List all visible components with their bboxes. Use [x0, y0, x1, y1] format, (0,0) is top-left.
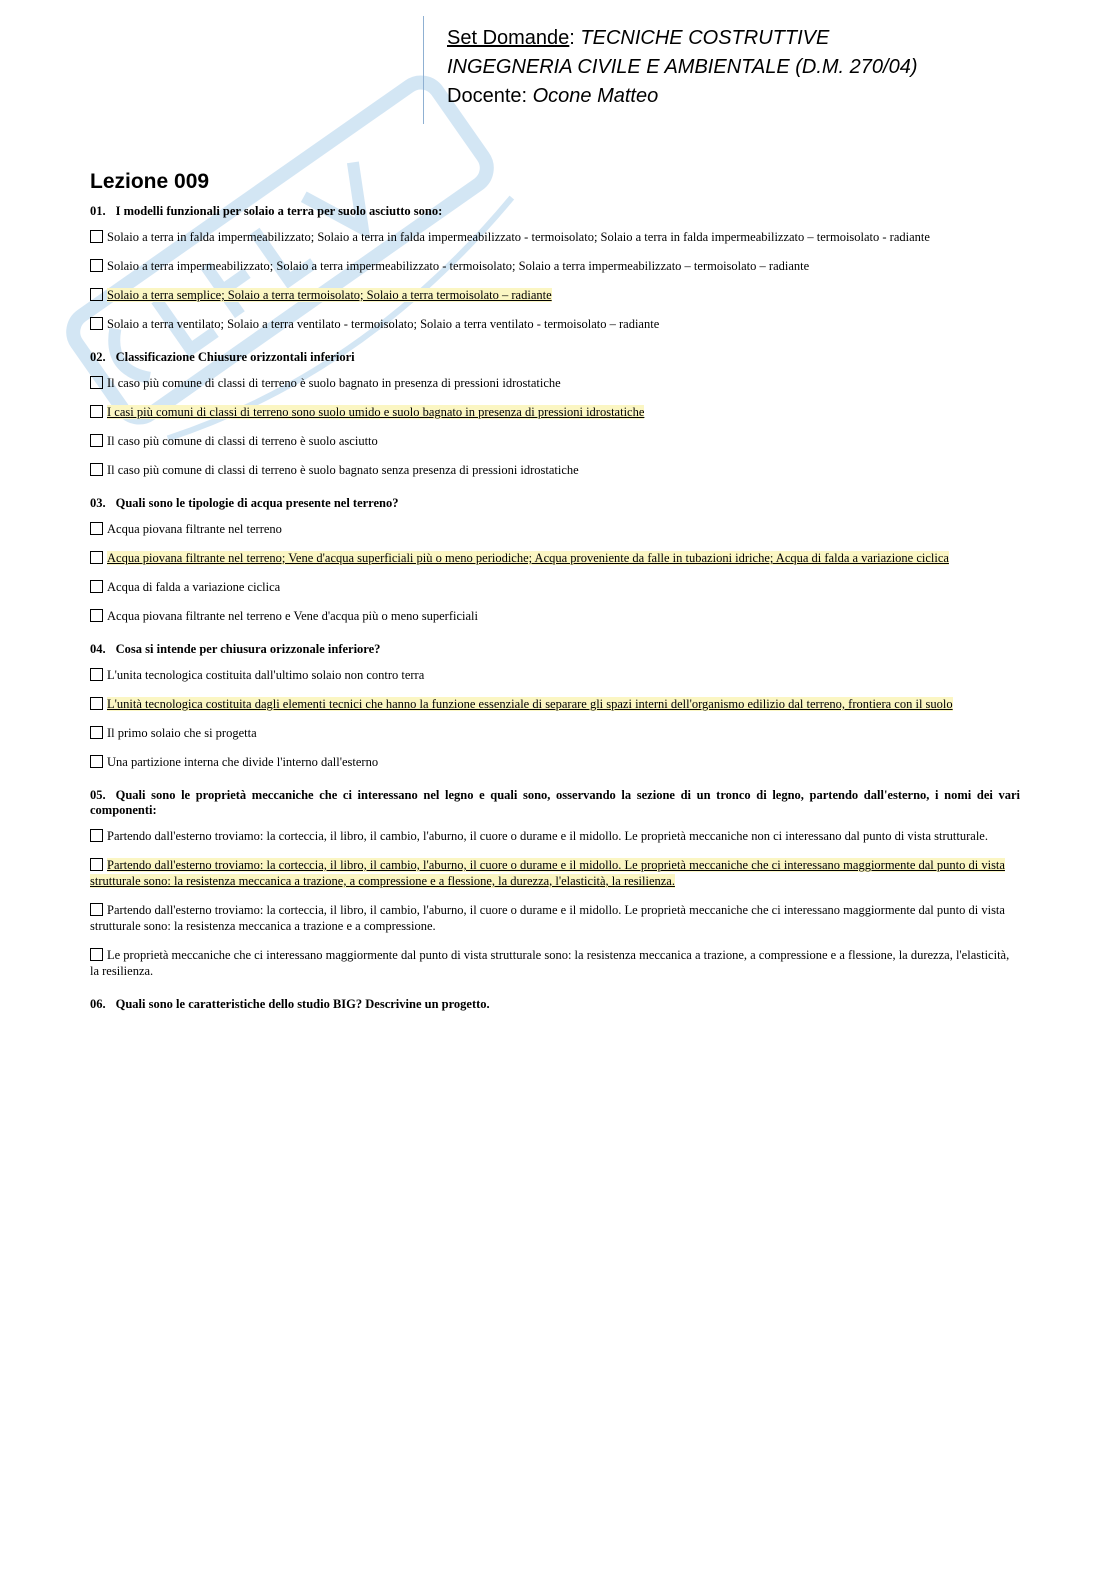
answer-text: Il caso più comune di classi di terreno è suolo bagnato senza presenza di pressioni idrostatiche [107, 463, 579, 477]
question-text [90, 788, 1020, 818]
header-teacher-label: Docente: [447, 85, 533, 107]
header-degree: INGEGNERIA CIVILE E AMBIENTALE (D.M. 270/04) [447, 56, 918, 78]
question-number: 06. [90, 997, 106, 1011]
answer-option[interactable] [90, 550, 1020, 566]
answer-checkbox[interactable] [90, 376, 103, 389]
header-set-separator: : [569, 27, 581, 49]
answer-text: Solaio a terra semplice; Solaio a terra termoisolato; Solaio a terra termoisolato – radiante [107, 288, 552, 302]
header-teacher-name: Ocone Matteo [532, 85, 659, 107]
header-course-line [447, 24, 918, 53]
answer-text: Partendo dall'esterno troviamo: la corteccia, il libro, il cambio, l'aburno, il cuore o durame e il midollo. Le proprietà meccaniche che ci interessano maggiormente dal punto di vista strutturale sono: la resistenza meccanica a trazione, a compressione e a flessione, la durezza, l'elasticità, la resilienza. [90, 858, 1005, 888]
answer-text: Il caso più comune di classi di terreno è suolo bagnato in presenza di pressioni idrostatiche [107, 376, 561, 390]
answer-checkbox[interactable] [90, 580, 103, 593]
question-text [90, 496, 1020, 511]
answer-option[interactable] [90, 947, 1020, 979]
answer-text: L'unita tecnologica costituita dall'ultimo solaio non contro terra [107, 668, 425, 682]
answer-checkbox[interactable] [90, 463, 103, 476]
answer-text: Una partizione interna che divide l'interno dall'esterno [107, 755, 379, 769]
answer-checkbox[interactable] [90, 668, 103, 681]
question-4 [90, 642, 1020, 770]
question-label: Cosa si intende per chiusura orizzonale inferiore? [115, 642, 381, 656]
question-1 [90, 204, 1020, 332]
answer-option[interactable] [90, 462, 1020, 478]
answer-option[interactable] [90, 229, 1020, 245]
answer-checkbox[interactable] [90, 317, 103, 330]
answer-text: Solaio a terra in falda impermeabilizzato; Solaio a terra in falda impermeabilizzato - termoisolato; Solaio a terra in falda impermeabilizzato – termoisolato - radiante [107, 230, 930, 244]
header-teacher-line [447, 82, 918, 111]
question-number: 02. [90, 350, 106, 364]
answer-option[interactable] [90, 754, 1020, 770]
answer-option[interactable] [90, 521, 1020, 537]
header-course-title: TECNICHE COSTRUTTIVE [580, 27, 830, 49]
question-2 [90, 350, 1020, 478]
question-3 [90, 496, 1020, 624]
answer-option[interactable] [90, 433, 1020, 449]
answer-option[interactable] [90, 579, 1020, 595]
question-6 [90, 997, 1020, 1012]
answer-text: Il primo solaio che si progetta [107, 726, 257, 740]
header-divider [423, 16, 424, 124]
question-label: Quali sono le tipologie di acqua presente nel terreno? [115, 496, 399, 510]
answer-option[interactable] [90, 375, 1020, 391]
document-header [447, 24, 918, 111]
answer-option[interactable] [90, 667, 1020, 683]
answer-checkbox[interactable] [90, 522, 103, 535]
question-label: Quali sono le proprietà meccaniche che ci interessano nel legno e quali sono, osservando la sezione di un tronco di legno, partendo dall'esterno, i nomi dei vari componenti: [90, 788, 1020, 817]
answer-text: Il caso più comune di classi di terreno è suolo asciutto [107, 434, 378, 448]
answer-option[interactable] [90, 608, 1020, 624]
question-5 [90, 788, 1020, 979]
question-number: 03. [90, 496, 106, 510]
question-number: 05. [90, 788, 106, 802]
answer-checkbox[interactable] [90, 230, 103, 243]
answer-text: L'unità tecnologica costituita dagli elementi tecnici che hanno la funzione essenziale di separare gli spazi interni dell'organismo edilizio dal terreno, frontiera con il suolo [107, 697, 953, 711]
answer-text: Acqua piovana filtrante nel terreno e Vene d'acqua più o meno superficiali [107, 609, 478, 623]
document-body [90, 170, 1020, 1030]
header-set-label: Set Domande [447, 27, 570, 49]
question-label: Classificazione Chiusure orizzontali inferiori [115, 350, 355, 364]
answer-option[interactable] [90, 316, 1020, 332]
question-number: 01. [90, 204, 106, 218]
answer-option[interactable] [90, 696, 1020, 712]
answer-option[interactable] [90, 902, 1020, 934]
answer-option[interactable] [90, 287, 1020, 303]
answer-option[interactable] [90, 258, 1020, 274]
question-text [90, 642, 1020, 657]
lesson-title: Lezione 009 [90, 170, 210, 193]
answer-text: Acqua piovana filtrante nel terreno [107, 522, 282, 536]
question-list [90, 204, 1020, 1012]
answer-checkbox[interactable] [90, 434, 103, 447]
question-label: Quali sono le caratteristiche dello studio BIG? Descrivine un progetto. [115, 997, 490, 1011]
answer-checkbox[interactable] [90, 829, 103, 842]
answer-checkbox[interactable] [90, 858, 103, 871]
answer-option[interactable] [90, 828, 1020, 844]
answer-text: Partendo dall'esterno troviamo: la corteccia, il libro, il cambio, l'aburno, il cuore o durame e il midollo. Le proprietà meccaniche che ci interessano maggiormente dal punto di vista strutturale sono: la resistenza meccanica a trazione e a compressione. [90, 903, 1005, 933]
answer-text: Acqua di falda a variazione ciclica [107, 580, 281, 594]
answer-text: Solaio a terra ventilato; Solaio a terra ventilato - termoisolato; Solaio a terra ventilato - termoisolato – radiante [107, 317, 660, 331]
question-label: I modelli funzionali per solaio a terra per suolo asciutto sono: [115, 204, 443, 218]
answer-checkbox[interactable] [90, 259, 103, 272]
answer-text: I casi più comuni di classi di terreno sono suolo umido e suolo bagnato in presenza di pressioni idrostatiche [107, 405, 645, 419]
answer-text: Solaio a terra impermeabilizzato; Solaio a terra impermeabilizzato - termoisolato; Solaio a terra impermeabilizzato – termoisolato – radiante [107, 259, 810, 273]
answer-checkbox[interactable] [90, 948, 103, 961]
answer-checkbox[interactable] [90, 903, 103, 916]
answer-text: Le proprietà meccaniche che ci interessano maggiormente dal punto di vista strutturale sono: la resistenza meccanica a trazione, a compressione e a flessione, la durezza, l'elasticità, la resilienza. [90, 948, 1010, 978]
answer-checkbox[interactable] [90, 755, 103, 768]
answer-checkbox[interactable] [90, 551, 103, 564]
question-text [90, 997, 1020, 1012]
answer-checkbox[interactable] [90, 697, 103, 710]
answer-checkbox[interactable] [90, 726, 103, 739]
answer-option[interactable] [90, 857, 1020, 889]
question-text [90, 204, 1020, 219]
answer-option[interactable] [90, 404, 1020, 420]
question-number: 04. [90, 642, 106, 656]
answer-checkbox[interactable] [90, 288, 103, 301]
question-text [90, 350, 1020, 365]
answer-text: Acqua piovana filtrante nel terreno; Vene d'acqua superficiali più o meno periodiche; Acqua proveniente da falle in tubazioni idriche; Acqua di falda a variazione ciclica [107, 551, 949, 565]
answer-text: Partendo dall'esterno troviamo: la corteccia, il libro, il cambio, l'aburno, il cuore o durame e il midollo. Le proprietà meccaniche non ci interessano dal punto di vista strutturale. [107, 829, 988, 843]
answer-checkbox[interactable] [90, 405, 103, 418]
answer-checkbox[interactable] [90, 609, 103, 622]
answer-option[interactable] [90, 725, 1020, 741]
